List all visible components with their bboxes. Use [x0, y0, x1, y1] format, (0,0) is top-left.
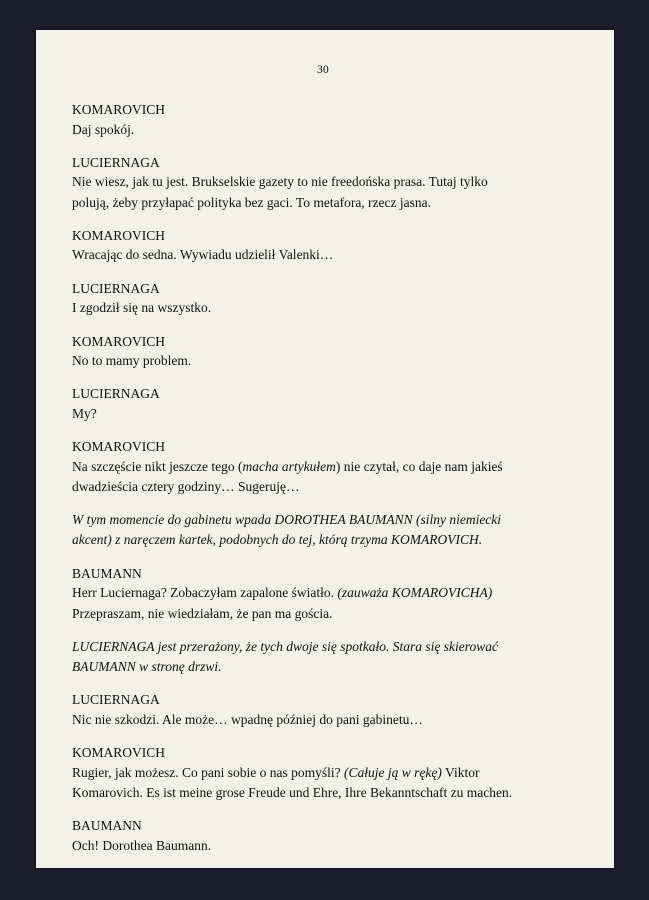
character-name: LUCIERNAGA [72, 154, 160, 170]
dialogue-block [72, 279, 574, 319]
dialogue-block [72, 226, 574, 266]
dialogue-text [72, 245, 574, 265]
text-run: dwadzieścia cztery godziny… Sugeruję… [72, 478, 300, 494]
character-name: LUCIERNAGA [72, 386, 160, 402]
dialogue-line [72, 765, 479, 780]
dialogue-text [72, 583, 574, 624]
italic-run: BAUMANN w stronę drzwi. [72, 659, 222, 674]
italic-run: akcent) z naręczem kartek, podobnych do tej, którą trzyma KOMAROVICH. [72, 532, 483, 548]
dialogue-line [72, 406, 97, 421]
page-number: 30 [316, 64, 330, 76]
dialogue-text [72, 710, 574, 730]
character-name: KOMAROVICH [72, 102, 166, 117]
dialogue-block [72, 437, 574, 497]
dialogue-block [72, 816, 574, 856]
dialogue-text [72, 404, 574, 424]
italic-run: W tym momencie do gabinetu wpada DOROTHEA BAUMANN (silny niemiecki [72, 512, 502, 528]
dialogue-line [72, 838, 211, 853]
text-run: Wracając do sedna. Wywiadu udzielił Valenki… [72, 247, 334, 263]
italic-run: macha artykułem [242, 458, 336, 474]
stage-direction-line [72, 532, 482, 547]
italic-run: (zauważa KOMAROVICHA) [337, 585, 493, 601]
text-run: No to mamy problem. [72, 353, 192, 369]
dialogue-line [72, 712, 423, 727]
stage-direction-line [72, 512, 501, 527]
dialogue-line [72, 174, 488, 189]
character-name: KOMAROVICH [72, 439, 166, 455]
dialogue-line [72, 585, 492, 600]
character-name: LUCIERNAGA [72, 692, 160, 708]
dialogue-line [72, 606, 333, 621]
dialogue-block [72, 564, 574, 624]
document-page [36, 30, 614, 868]
stage-direction [72, 510, 574, 551]
dialogue-line [72, 300, 211, 315]
dialogue-block [72, 332, 574, 372]
stage-direction-line [72, 659, 222, 674]
dialogue-line [72, 785, 512, 800]
page-content [36, 30, 614, 868]
dialogue-block [72, 384, 574, 424]
character-name: KOMAROVICH [72, 227, 166, 243]
text-run: Nic nie szkodzi. Ale może… wpadnę później do pani gabinetu… [72, 711, 423, 727]
character-name: KOMAROVICH [72, 745, 166, 761]
dialogue-text [72, 120, 574, 140]
dialogue-text [72, 836, 574, 856]
text-run: Na szczęście nikt jeszcze tego ( [72, 458, 243, 474]
dialogue-text [72, 298, 574, 318]
dialogue-block [72, 100, 574, 140]
dialogue-block [72, 153, 574, 213]
italic-run: (Całuje ją w rękę) [344, 764, 442, 780]
text-run: Komarovich. Es ist meine grose Freude und Ehre, Ihre Bekanntschaft zu machen. [72, 784, 513, 800]
dialogue-block [72, 690, 574, 730]
dialogue-line [72, 479, 300, 494]
dialogue-line [72, 353, 191, 368]
text-run: Daj spokój. [72, 121, 135, 137]
italic-run: LUCIERNAGA jest przerażony, że tych dwoje się spotkało. Stara się skierować [72, 638, 498, 654]
character-name: BAUMANN [72, 818, 142, 834]
text-run: Nie wiesz, jak tu jest. Brukselskie gazety to nie freedońska prasa. Tutaj tylko [72, 174, 488, 190]
dialogue-text [72, 351, 574, 371]
dialogue-text [72, 172, 574, 213]
dialogue-line [72, 122, 134, 137]
text-run: My? [72, 405, 97, 421]
dialogue-line [72, 195, 431, 210]
stage-direction [72, 637, 574, 678]
text-run: Przepraszam, nie wiedziałam, że pan ma gościa. [72, 605, 333, 621]
dialogue-block [72, 743, 574, 803]
text-run: Herr Luciernaga? Zobaczyłam zapalone światło. [72, 585, 338, 601]
character-name: BAUMANN [72, 565, 142, 581]
dialogue-line [72, 247, 333, 262]
text-run: Rugier, jak możesz. Co pani sobie o nas pomyśli? [72, 764, 345, 780]
dialogue-text [72, 457, 574, 498]
text-run: Och! Dorothea Baumann. [72, 837, 212, 853]
character-name: KOMAROVICH [72, 333, 166, 349]
character-name: LUCIERNAGA [72, 280, 160, 296]
text-run: ) nie czytał, co daje nam jakieś [335, 458, 503, 474]
screenplay-body [72, 100, 574, 856]
dialogue-line [72, 459, 503, 474]
stage-direction-line [72, 639, 498, 654]
text-run: Viktor [441, 764, 480, 780]
dialogue-text [72, 763, 574, 804]
text-run: I zgodził się na wszystko. [72, 300, 212, 316]
text-run: polują, żeby przyłapać polityka bez gaci. To metafora, rzecz jasna. [72, 194, 432, 210]
